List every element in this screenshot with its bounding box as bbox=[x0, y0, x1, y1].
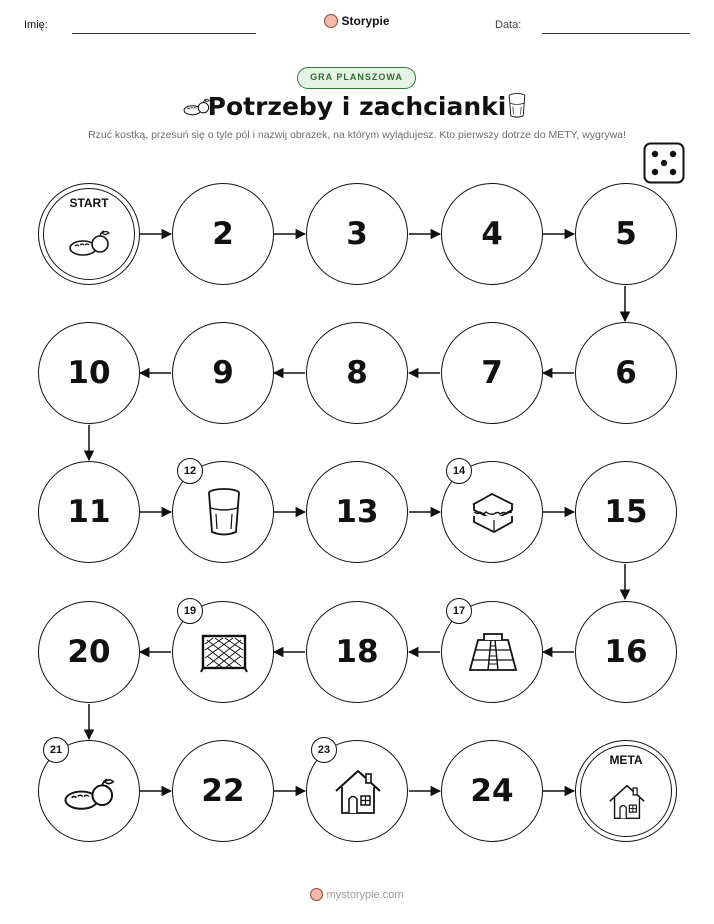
board-tile: 20 bbox=[38, 601, 140, 703]
brand-name: Storypie bbox=[341, 14, 390, 28]
storypie-logo-icon bbox=[310, 888, 323, 901]
page-title: Potrzeby i zachcianki bbox=[207, 92, 507, 121]
footer-url[interactable]: mystorypie.com bbox=[326, 889, 404, 901]
board-tile: 11 bbox=[38, 461, 140, 563]
game-type-badge: GRA PLANSZOWA bbox=[297, 67, 416, 89]
date-label: Data: bbox=[495, 19, 522, 31]
board-tile: 22 bbox=[172, 740, 274, 842]
finish-label: META bbox=[609, 753, 643, 767]
board-tile: 7 bbox=[441, 322, 543, 424]
tile-number-badge: 19 bbox=[177, 598, 203, 624]
board-tile: 4 bbox=[441, 183, 543, 285]
board-tile: 2 bbox=[172, 183, 274, 285]
glass-of-water-icon bbox=[197, 486, 251, 540]
board-tile: 10 bbox=[38, 322, 140, 424]
tile-number-badge: 23 bbox=[311, 737, 337, 763]
picture-tile bbox=[306, 740, 408, 842]
bread-apple-icon bbox=[68, 226, 112, 260]
start-label: START bbox=[69, 196, 109, 210]
house-icon bbox=[331, 765, 385, 819]
soccer-goal-icon bbox=[197, 626, 251, 680]
picture-tile bbox=[441, 461, 543, 563]
start-tile bbox=[38, 183, 140, 285]
tile-number-badge: 12 bbox=[177, 458, 203, 484]
board-tile: 24 bbox=[441, 740, 543, 842]
picture-tile bbox=[172, 601, 274, 703]
board-tile: 18 bbox=[306, 601, 408, 703]
pyramid-icon bbox=[466, 626, 520, 680]
tile-number-badge: 14 bbox=[446, 458, 472, 484]
picture-tile bbox=[38, 740, 140, 842]
picture-tile bbox=[441, 601, 543, 703]
name-label: Imię: bbox=[24, 19, 48, 31]
board-tile: 6 bbox=[575, 322, 677, 424]
board-tile: 9 bbox=[172, 322, 274, 424]
sandwich-icon bbox=[466, 486, 520, 540]
instructions: Rzuć kostką, przesuń się o tyle pól i nazwij obrazek, na którym wylądujesz. Kto pierwszy dotrze do METY, wygrywa! bbox=[88, 129, 626, 141]
picture-tile bbox=[172, 461, 274, 563]
board-tile: 5 bbox=[575, 183, 677, 285]
footer bbox=[0, 888, 714, 901]
tile-number-badge: 17 bbox=[446, 598, 472, 624]
board-tile: 8 bbox=[306, 322, 408, 424]
bread-apple-icon bbox=[63, 765, 117, 819]
board-tile: 3 bbox=[306, 183, 408, 285]
board-tile: 15 bbox=[575, 461, 677, 563]
board-tile: 13 bbox=[306, 461, 408, 563]
board-tile: 16 bbox=[575, 601, 677, 703]
finish-tile bbox=[575, 740, 677, 842]
house-icon bbox=[606, 781, 648, 823]
tile-number-badge: 21 bbox=[43, 737, 69, 763]
